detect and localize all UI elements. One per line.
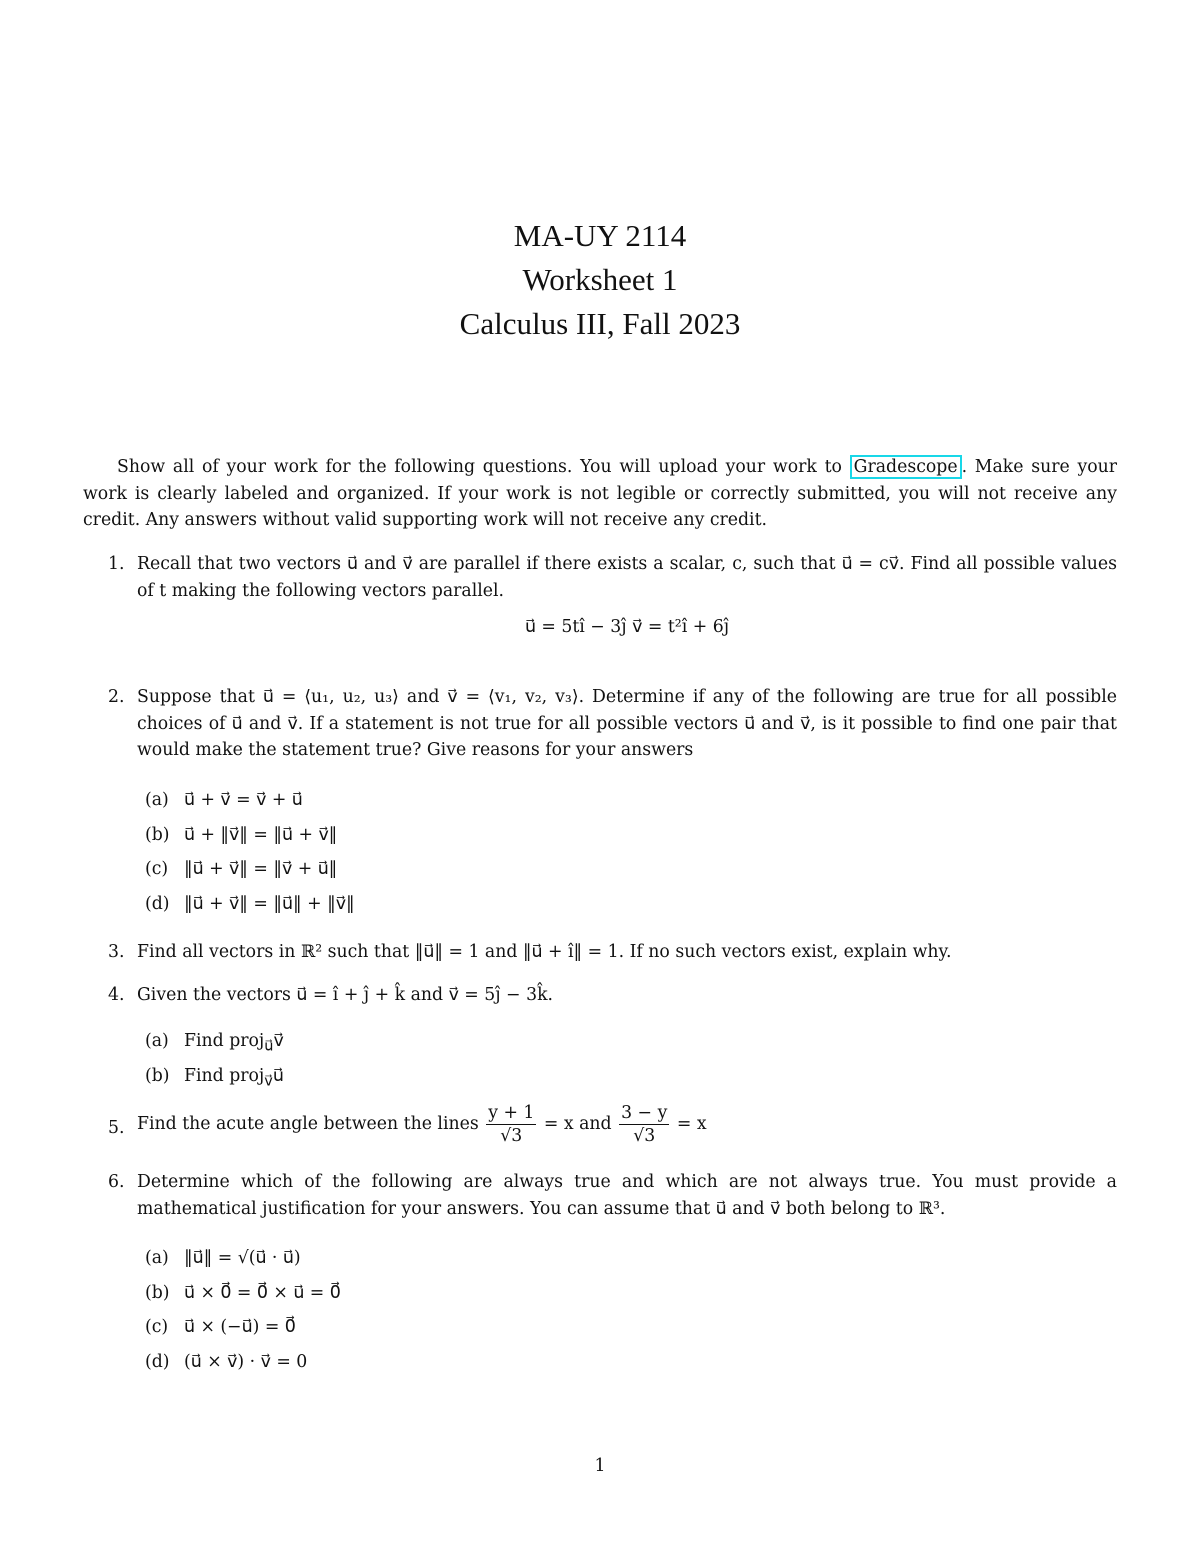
question-number: 3. [108,942,125,962]
title-block [0,214,1200,346]
sub-question [145,1024,1117,1059]
question-number: 4. [108,985,125,1005]
question-text: Given the vectors u⃗ = î + ĵ + k̂ and v⃗ = 5ĵ − 3k̂. [137,985,554,1005]
sub-question [145,1345,1117,1380]
question-text-end: = x [671,1114,707,1134]
question-4 [108,982,1117,1009]
sub-question-label: (a) [145,1248,169,1268]
sub-question-text: u⃗ × 0⃗ = 0⃗ × u⃗ = 0⃗ [184,1282,341,1303]
denominator: √3 [633,1126,656,1146]
sub-question-label: (c) [145,1317,169,1337]
question-number: 6. [108,1172,125,1192]
display-equation: u⃗ = 5tî − 3ĵ v⃗ = t²î + 6ĵ [524,617,730,637]
worksheet-title: Worksheet 1 [522,262,678,297]
sub-question-label: (b) [145,1282,170,1303]
projection-subscript: u⃗ [264,1038,274,1055]
sub-question-label: (d) [145,1351,170,1372]
sub-question-text: ‖u⃗ + v⃗‖ = ‖v⃗ + u⃗‖ [184,859,338,879]
sub-question [145,887,1117,922]
question-text: Find the acute angle between the lines [137,1114,485,1134]
projection-subscript: v⃗ [264,1072,273,1089]
fraction [619,1102,669,1147]
denominator: √3 [500,1126,523,1146]
sub-question [145,1276,1117,1311]
question-6-parts [108,1241,1117,1379]
question-1 [108,551,1117,641]
fraction [486,1102,536,1147]
projection-target: u⃗ [272,1065,284,1086]
intro-text-start: Show all of your work for the following questions. You will upload your work to [117,457,850,477]
course-code: MA-UY 2114 [513,218,687,253]
instructions-paragraph [83,454,1117,534]
question-number: 2. [108,687,125,707]
question-text: Recall that two vectors u⃗ and v⃗ are parallel if there exists a scalar, c, such that u⃗ = cv⃗. Find all possible values of t making the following vectors parallel. [137,554,1117,601]
question-2-parts [108,783,1117,921]
question-text: Find all vectors in ℝ² such that ‖u⃗‖ = 1 and ‖u⃗ + î‖ = 1. If no such vectors exist, explain why. [137,942,952,962]
sub-question [145,1310,1117,1345]
sub-question-text: u⃗ × (−u⃗) = 0⃗ [184,1317,296,1337]
sub-question [145,1059,1117,1094]
sub-question-label: (a) [145,790,169,810]
sub-question-text: Find proj [184,1065,265,1086]
sub-question-text: ‖u⃗ + v⃗‖ = ‖u⃗‖ + ‖v⃗‖ [184,893,355,914]
question-4-parts [108,1024,1117,1093]
sub-question-text: u⃗ + v⃗ = v⃗ + u⃗ [184,790,303,810]
sub-question-label: (b) [145,824,170,845]
sub-question-text: ‖u⃗‖ = √(u⃗ · u⃗) [184,1248,301,1268]
numerator: 3 − y [621,1103,668,1123]
question-5 [108,1102,1117,1147]
question-3 [108,939,1117,966]
question-text-mid: = x and [538,1114,618,1134]
numerator: y + 1 [488,1103,535,1123]
question-text: Suppose that u⃗ = ⟨u₁, u₂, u₃⟩ and v⃗ = ⟨v₁, v₂, v₃⟩. Determine if any of the following are true for all possible choices of u⃗ and v⃗. If a statement is not true for all possible vectors u⃗ and v⃗, is it possible to find one pair that would make the statement true? Give reasons for your answers [137,687,1117,760]
sub-question [145,1241,1117,1276]
sub-question-label: (a) [145,1031,169,1051]
question-number: 1. [108,554,125,574]
sub-question-text: u⃗ + ‖v⃗‖ = ‖u⃗ + v⃗‖ [184,824,338,845]
gradescope-link[interactable]: Gradescope [850,455,962,479]
course-subtitle: Calculus III, Fall 2023 [459,306,741,341]
sub-question [145,818,1117,853]
sub-question [145,852,1117,887]
sub-question-label: (c) [145,859,169,879]
sub-question-label: (b) [145,1065,170,1086]
sub-question-text: (u⃗ × v⃗) · v⃗ = 0 [184,1351,308,1372]
projection-target: v⃗ [273,1031,284,1051]
question-2 [108,684,1117,764]
question-number: 5. [108,1118,125,1138]
question-text: Determine which of the following are always true and which are not always true. You must provide a mathematical justification for your answers. You can assume that u⃗ and v⃗ both belong to ℝ³. [137,1172,1117,1219]
intro-text-end: . Make sure your work is clearly labeled and organized. If your work is not legible or correctly submitted, you will not receive any credit. Any answers without valid supporting work will not receive any credit. [83,457,1117,530]
sub-question-text: Find proj [184,1031,265,1051]
sub-question [145,783,1117,818]
sub-question-label: (d) [145,893,170,914]
question-6 [108,1169,1117,1222]
page-number: 1 [594,1456,606,1476]
